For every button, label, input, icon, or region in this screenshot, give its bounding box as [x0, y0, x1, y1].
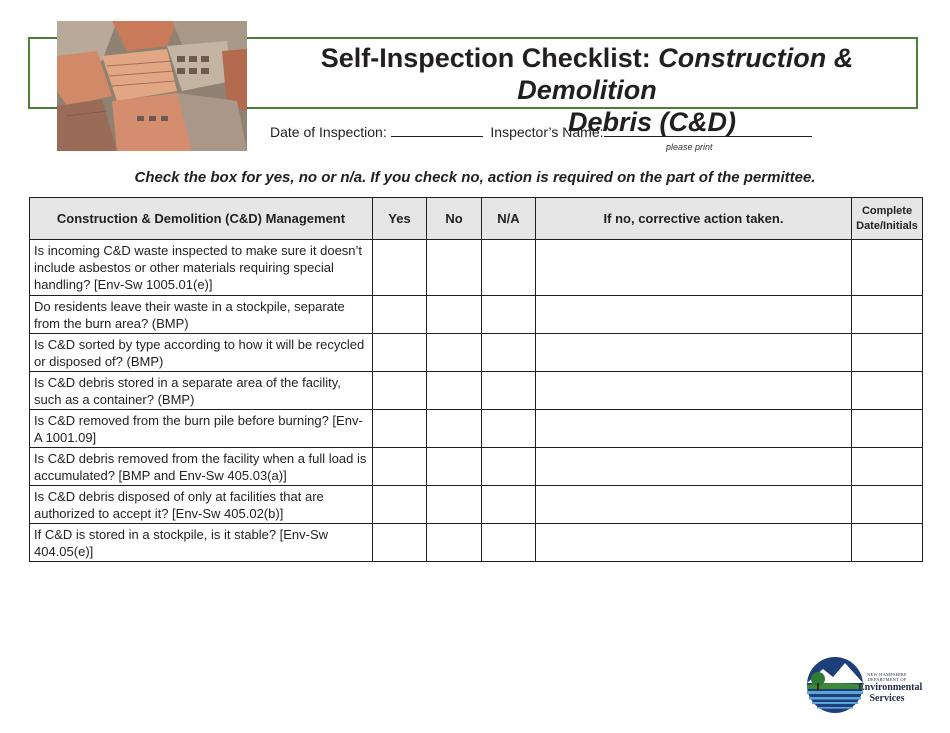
row-question: If C&D is stored in a stockpile, is it stable? [Env-Sw 404.05(e)]: [30, 524, 373, 562]
yes-checkbox[interactable]: [373, 334, 427, 372]
no-checkbox[interactable]: [427, 486, 482, 524]
no-checkbox[interactable]: [427, 524, 482, 562]
col-action: If no, corrective action taken.: [536, 198, 852, 240]
complete-cell[interactable]: [852, 372, 923, 410]
table-row: [30, 410, 923, 448]
col-complete-line2: Date/Initials: [856, 219, 918, 232]
no-checkbox[interactable]: [427, 334, 482, 372]
checklist-table: [29, 197, 923, 562]
print-note: please print: [666, 142, 713, 152]
complete-cell[interactable]: [852, 448, 923, 486]
yes-checkbox[interactable]: [373, 296, 427, 334]
na-checkbox[interactable]: [482, 296, 536, 334]
yes-checkbox[interactable]: [373, 486, 427, 524]
row-question: Is C&D debris stored in a separate area of the facility, such as a container? (BMP): [30, 372, 373, 410]
complete-cell[interactable]: [852, 524, 923, 562]
yes-checkbox[interactable]: [373, 410, 427, 448]
yes-checkbox[interactable]: [373, 240, 427, 296]
corrective-action-cell[interactable]: [536, 448, 852, 486]
table-row: [30, 240, 923, 296]
complete-cell[interactable]: [852, 486, 923, 524]
logo-line1: Environmental: [858, 682, 923, 693]
col-na: N/A: [482, 198, 536, 240]
row-question: Is C&D debris removed from the facility when a full load is accumulated? [BMP and Env-Sw 405.03(a)]: [30, 448, 373, 486]
yes-checkbox[interactable]: [373, 524, 427, 562]
na-checkbox[interactable]: [482, 334, 536, 372]
logo-text: [858, 672, 923, 704]
logo-agency: NEW HAMPSHIRE DEPARTMENT OF: [867, 672, 907, 682]
corrective-action-cell[interactable]: [536, 240, 852, 296]
na-checkbox[interactable]: [482, 524, 536, 562]
rubble-photo: [57, 21, 247, 151]
row-question: Is C&D sorted by type according to how it will be recycled or disposed of? (BMP): [30, 334, 373, 372]
no-checkbox[interactable]: [427, 448, 482, 486]
row-question: Is incoming C&D waste inspected to make sure it doesn’t include asbestos or other materials requiring special handling? [Env-Sw 1005.01(e)]: [30, 240, 373, 296]
corrective-action-cell[interactable]: [536, 524, 852, 562]
logo-line2: Services: [869, 693, 905, 704]
na-checkbox[interactable]: [482, 240, 536, 296]
row-question: Do residents leave their waste in a stockpile, separate from the burn area? (BMP): [30, 296, 373, 334]
corrective-action-cell[interactable]: [536, 296, 852, 334]
inspector-label: Inspector’s Name:: [490, 124, 604, 140]
complete-cell[interactable]: [852, 240, 923, 296]
corrective-action-cell[interactable]: [536, 334, 852, 372]
title-plain: Self-Inspection Checklist:: [320, 43, 659, 73]
header-row: [30, 198, 923, 240]
title-italic-2: Debris (C&D): [567, 107, 736, 137]
inspection-fields: [270, 124, 812, 140]
table-row: [30, 372, 923, 410]
no-checkbox[interactable]: [427, 372, 482, 410]
col-yes: Yes: [373, 198, 427, 240]
na-checkbox[interactable]: [482, 486, 536, 524]
row-question: Is C&D removed from the burn pile before burning? [Env-A 1001.09]: [30, 410, 373, 448]
na-checkbox[interactable]: [482, 448, 536, 486]
corrective-action-cell[interactable]: [536, 372, 852, 410]
col-complete-line1: Complete: [861, 204, 913, 217]
col-complete: [852, 198, 923, 240]
no-checkbox[interactable]: [427, 240, 482, 296]
corrective-action-cell[interactable]: [536, 410, 852, 448]
instructions: Check the box for yes, no or n/a. If you check no, action is required on the part of the permittee.: [134, 169, 816, 186]
table-row: [30, 524, 923, 562]
yes-checkbox[interactable]: [373, 448, 427, 486]
no-checkbox[interactable]: [427, 410, 482, 448]
corrective-action-cell[interactable]: [536, 486, 852, 524]
row-question: Is C&D debris disposed of only at facilities that are authorized to accept it? [Env-Sw 405.02(b)]: [30, 486, 373, 524]
col-no: No: [427, 198, 482, 240]
table-row: [30, 448, 923, 486]
na-checkbox[interactable]: [482, 372, 536, 410]
table-row: [30, 296, 923, 334]
col-item: Construction & Demolition (C&D) Management: [30, 198, 373, 240]
title-italic-1: Construction & Demolition: [517, 43, 854, 105]
yes-checkbox[interactable]: [373, 372, 427, 410]
no-checkbox[interactable]: [427, 296, 482, 334]
complete-cell[interactable]: [852, 296, 923, 334]
complete-cell[interactable]: [852, 334, 923, 372]
date-label: Date of Inspection:: [270, 124, 387, 140]
inspector-blank[interactable]: [604, 124, 812, 137]
table-row: [30, 334, 923, 372]
table-row: [30, 486, 923, 524]
date-blank[interactable]: [391, 124, 483, 137]
complete-cell[interactable]: [852, 410, 923, 448]
na-checkbox[interactable]: [482, 410, 536, 448]
